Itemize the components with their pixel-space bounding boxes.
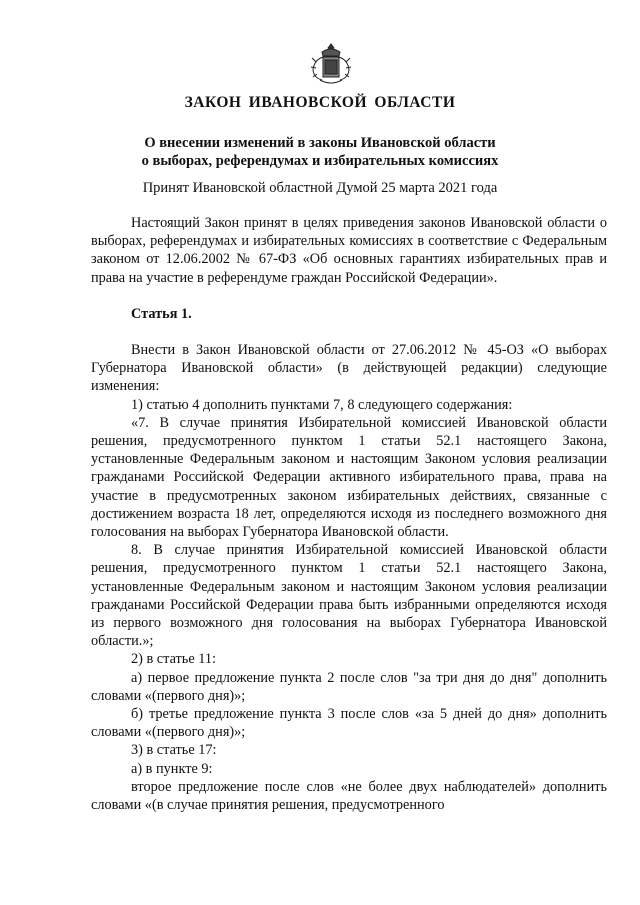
list-item: «7. В случае принятия Избирательной комиссией Ивановской области решения, предусмотренного пунктом 1 статьи 52.1 настоящего Закона, установленные Федеральным законом и настоящим Законом условия реализации гражданами Российской Федерации активного избирательного права, права на участие в предусмотренных законом избирательных действиях, связанные с достижением возраста 18 лет, определяются исходя из последнего возможного дня голосования на выборах Губернатора Ивановской области. xyxy=(91,414,607,541)
subtitle-line-2: о выборах, референдумах и избирательных комиссиях xyxy=(141,153,499,169)
list-item: а) в пункте 9: xyxy=(131,760,213,777)
document-subtitle xyxy=(0,134,640,170)
list-item: б) третье предложение пункта 3 после слов «за 5 дней до дня» дополнить словами «(первого дня)»; xyxy=(91,706,607,741)
subtitle-line-1: О внесении изменений в законы Ивановской области xyxy=(144,135,496,151)
list-item: а) первое предложение пункта 2 после слов "за три дня до дня" дополнить словами «(первого дня)»; xyxy=(91,669,607,704)
coat-of-arms-icon xyxy=(308,40,354,86)
list-item: 1) статью 4 дополнить пунктами 7, 8 следующего содержания: xyxy=(131,396,513,413)
article-intro: Внести в Закон Ивановской области от 27.06.2012 № 45-ОЗ «О выборах Губернатора Ивановской области» (в действующей редакции) следующие изменения: xyxy=(91,342,607,395)
adoption-line: Принят Ивановской областной Думой 25 марта 2021 года xyxy=(142,180,498,196)
list-item: второе предложение после слов «не более двух наблюдателей» дополнить словами «(в случае принятия решения, предусмотренного xyxy=(91,778,607,814)
document-body xyxy=(91,214,607,814)
preamble-paragraph: Настоящий Закон принят в целях приведения законов Ивановской области о выборах, референдумах и избирательных комиссиях в соответствие с Федеральным законом от 12.06.2002 № 67-ФЗ «Об основных гарантиях избирательных прав и права на участие в референдуме граждан Российской Федерации». xyxy=(91,215,607,286)
list-item: 3) в статье 17: xyxy=(131,742,217,759)
list-item: 2) в статье 11: xyxy=(131,651,216,668)
document-title: ЗАКОН ИВАНОВСКОЙ ОБЛАСТИ xyxy=(184,94,456,111)
list-item: 8. В случае принятия Избирательной комиссией Ивановской области решения, предусмотренного пунктом 1 статьи 52.1 настоящего Закона, установленные Федеральным законом и настоящим Законом условия реализации гражданами Российской Федерации права быть избранными определяются исходя из первого возможного дня голосования на выборах Губернатора Ивановской области.»; xyxy=(91,542,607,650)
article-heading: Статья 1. xyxy=(131,305,192,322)
